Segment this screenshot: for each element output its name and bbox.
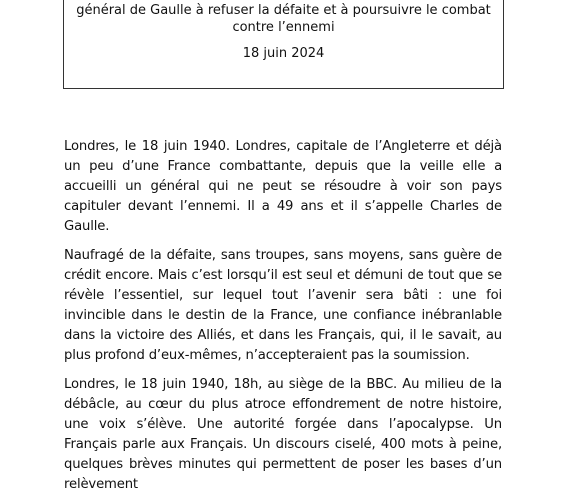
header-date: 18 juin 2024 — [242, 46, 325, 61]
header-subtitle-line-2: contre l’ennemi — [232, 20, 335, 35]
paragraph-1: Londres, le 18 juin 1940. Londres, capitale de l’Angleterre et déjà un peu d’une France combattante, depuis que la veille elle a accueilli un général qui ne peut se résoudre à voir son pays capituler devant l’ennemi. Il a 49 ans et il s’appelle Charles de Gaulle. — [64, 139, 502, 234]
paragraph-3: Londres, le 18 juin 1940, 18h, au siège de la BBC. Au milieu de la débâcle, au cœur du plus atroce effondrement de notre histoire, une voix s’élève. Une autorité forgée dans l’apocalypse. Un Français parle aux Français. Un discours ciselé, 400 mots à peine, quelques brèves minutes qui permettent de poser les bases d’un relèvement — [64, 377, 502, 492]
paragraph-2: Naufragé de la défaite, sans troupes, sans moyens, sans guère de crédit encore. Mais c’est lorsqu’il est seul et démuni de tout que se révèle l’essentiel, sur lequel tout l’avenir sera bâti : une foi invincible dans le destin de la France, une confiance inébranlable dans la victoire des Alliés, et dans les Français, qui, il le savait, au plus profond d’eux-mêmes, n’accepteraient pas la soumission. — [64, 248, 502, 363]
document-body — [64, 137, 502, 504]
header-subtitle-line-1: général de Gaulle à refuser la défaite et à poursuivre le combat — [76, 3, 491, 18]
